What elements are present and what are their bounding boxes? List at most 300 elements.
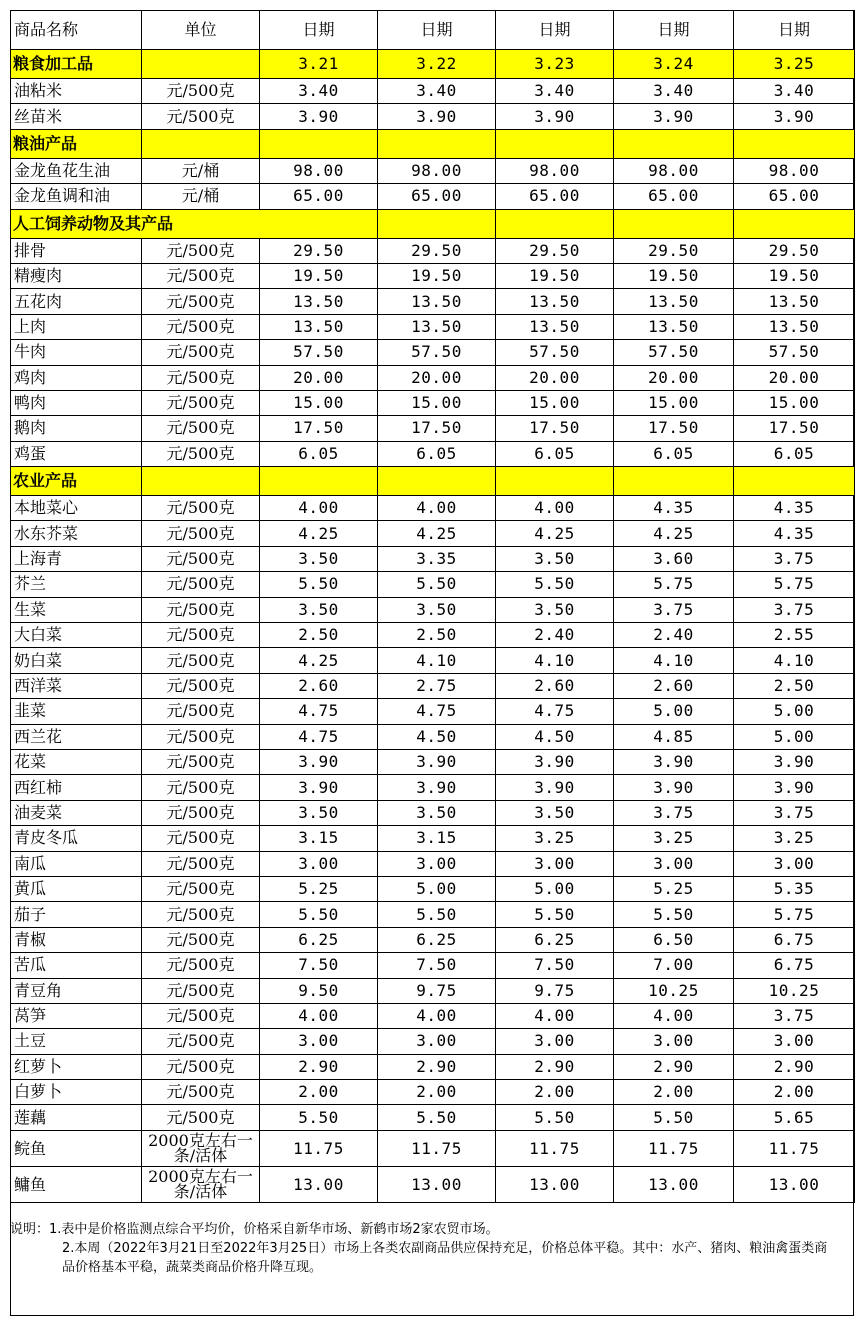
item-name: 莲藕 — [11, 1105, 142, 1130]
item-unit: 元/500克 — [142, 238, 260, 263]
item-price: 5.50 — [260, 902, 378, 927]
table-row — [11, 851, 855, 876]
item-unit: 元/500克 — [142, 902, 260, 927]
item-price: 2.90 — [734, 1054, 855, 1079]
item-price: 5.00 — [734, 699, 855, 724]
header-unit: 单位 — [142, 11, 260, 50]
item-name: 油麦菜 — [11, 800, 142, 825]
item-price: 3.60 — [614, 546, 734, 571]
item-price: 3.90 — [496, 104, 614, 129]
item-unit: 元/500克 — [142, 441, 260, 466]
item-price: 5.50 — [378, 572, 496, 597]
item-name: 苦瓜 — [11, 953, 142, 978]
item-name: 油粘米 — [11, 79, 142, 104]
table-row — [11, 902, 855, 927]
item-price: 6.05 — [260, 441, 378, 466]
table-row — [11, 441, 855, 466]
table-row — [11, 724, 855, 749]
item-price: 3.40 — [378, 79, 496, 104]
item-price: 13.00 — [496, 1166, 614, 1202]
item-price: 65.00 — [260, 184, 378, 209]
item-price: 3.90 — [378, 749, 496, 774]
item-name: 排骨 — [11, 238, 142, 263]
item-price: 3.75 — [614, 597, 734, 622]
item-price: 20.00 — [734, 365, 855, 390]
item-unit: 元/500克 — [142, 572, 260, 597]
item-price: 65.00 — [734, 184, 855, 209]
item-price: 3.40 — [614, 79, 734, 104]
item-unit: 元/500克 — [142, 79, 260, 104]
item-unit-line: 条/活体 — [173, 1182, 228, 1202]
item-price: 4.00 — [496, 1003, 614, 1028]
item-price: 6.05 — [496, 441, 614, 466]
table-row — [11, 775, 855, 800]
item-name: 鸡肉 — [11, 365, 142, 390]
item-price: 3.50 — [496, 800, 614, 825]
item-price: 4.00 — [260, 1003, 378, 1028]
item-price: 15.00 — [378, 390, 496, 415]
item-unit: 元/500克 — [142, 673, 260, 698]
item-price: 3.50 — [496, 597, 614, 622]
item-price: 98.00 — [614, 158, 734, 183]
item-price: 57.50 — [496, 340, 614, 365]
item-price: 3.75 — [734, 1003, 855, 1028]
item-price: 3.75 — [734, 546, 855, 571]
note-line-1: 说明：1.表中是价格监测点综合平均价，价格采自新华市场、新鹤市场2家农贸市场。 — [10, 1222, 499, 1237]
item-price: 17.50 — [378, 416, 496, 441]
item-unit-line: 2000克左右一 — [148, 1131, 253, 1151]
table-row — [11, 496, 855, 521]
category-empty-cell — [142, 129, 260, 158]
item-price: 4.00 — [260, 496, 378, 521]
item-unit: 元/500克 — [142, 699, 260, 724]
table-row — [11, 572, 855, 597]
item-price: 17.50 — [614, 416, 734, 441]
item-price: 15.00 — [734, 390, 855, 415]
item-name: 金龙鱼花生油 — [11, 158, 142, 183]
item-price: 7.50 — [496, 953, 614, 978]
item-name: 红萝卜 — [11, 1054, 142, 1079]
item-price: 2.90 — [614, 1054, 734, 1079]
item-price: 3.75 — [734, 597, 855, 622]
table-row — [11, 184, 855, 209]
item-price: 13.00 — [260, 1166, 378, 1202]
item-price: 5.65 — [734, 1105, 855, 1130]
item-price: 19.50 — [496, 263, 614, 288]
item-price: 3.40 — [734, 79, 855, 104]
table-row — [11, 1130, 855, 1166]
item-price: 11.75 — [260, 1130, 378, 1166]
item-price: 5.00 — [378, 876, 496, 901]
item-price: 17.50 — [496, 416, 614, 441]
item-unit-line: 2000克左右一 — [148, 1167, 253, 1187]
price-table-body — [11, 11, 855, 1203]
item-price: 5.50 — [260, 572, 378, 597]
item-name: 青皮冬瓜 — [11, 826, 142, 851]
item-unit: 元/桶 — [142, 158, 260, 183]
note-line-2: 2.本周（2022年3月21日至2022年3月25日）市场上各类农副商品供应保持充足，价格总体平稳。其中：水产、猪肉、粮油禽蛋类商品价格基本平稳，蔬菜类商品价格升降互现。 — [62, 1241, 828, 1275]
table-row — [11, 104, 855, 129]
item-price: 3.90 — [734, 749, 855, 774]
item-price: 4.35 — [614, 496, 734, 521]
item-price: 2.60 — [614, 673, 734, 698]
item-price: 4.00 — [378, 1003, 496, 1028]
header-date: 日期 — [260, 11, 378, 50]
date-value: 3.23 — [496, 50, 614, 79]
item-price: 5.50 — [496, 1105, 614, 1130]
item-price: 13.50 — [614, 314, 734, 339]
item-price: 20.00 — [378, 365, 496, 390]
item-price: 65.00 — [496, 184, 614, 209]
item-price: 13.50 — [260, 289, 378, 314]
item-unit-line: 条/活体 — [173, 1146, 228, 1166]
table-row — [11, 1054, 855, 1079]
date-value: 3.22 — [378, 50, 496, 79]
item-price: 57.50 — [378, 340, 496, 365]
item-unit: 元/500克 — [142, 416, 260, 441]
item-price: 2.90 — [378, 1054, 496, 1079]
category-title: 人工饲养动物及其产品 — [11, 209, 378, 238]
item-price: 20.00 — [496, 365, 614, 390]
item-price: 15.00 — [260, 390, 378, 415]
item-price: 3.25 — [614, 826, 734, 851]
item-price: 17.50 — [260, 416, 378, 441]
category-empty-cell — [142, 467, 260, 496]
item-price: 13.50 — [734, 314, 855, 339]
item-price: 6.05 — [614, 441, 734, 466]
item-price: 29.50 — [496, 238, 614, 263]
category-row — [11, 467, 855, 496]
category-empty-cell — [734, 129, 855, 158]
header-name: 商品名称 — [11, 11, 142, 50]
category-empty-cell — [496, 129, 614, 158]
item-price: 5.50 — [614, 902, 734, 927]
item-price: 2.50 — [260, 623, 378, 648]
item-price: 4.75 — [260, 724, 378, 749]
item-price: 29.50 — [734, 238, 855, 263]
item-unit: 元/500克 — [142, 390, 260, 415]
item-price: 3.90 — [734, 775, 855, 800]
item-unit: 元/500克 — [142, 876, 260, 901]
item-price: 2.50 — [734, 673, 855, 698]
price-sheet — [10, 10, 854, 1316]
table-row — [11, 238, 855, 263]
item-price: 3.35 — [378, 546, 496, 571]
item-price: 3.90 — [378, 775, 496, 800]
category-empty-cell — [142, 50, 260, 79]
item-price: 11.75 — [378, 1130, 496, 1166]
item-price: 29.50 — [614, 238, 734, 263]
table-row — [11, 1029, 855, 1054]
item-price: 3.40 — [496, 79, 614, 104]
category-row — [11, 209, 855, 238]
item-name: 黄瓜 — [11, 876, 142, 901]
table-row — [11, 263, 855, 288]
item-unit: 元/桶 — [142, 184, 260, 209]
item-price: 98.00 — [378, 158, 496, 183]
item-price: 2.55 — [734, 623, 855, 648]
table-row — [11, 749, 855, 774]
item-price: 13.50 — [378, 314, 496, 339]
item-name: 韭菜 — [11, 699, 142, 724]
item-price: 3.75 — [734, 800, 855, 825]
item-price: 98.00 — [496, 158, 614, 183]
item-unit: 元/500克 — [142, 953, 260, 978]
item-name: 鹅肉 — [11, 416, 142, 441]
item-price: 3.25 — [734, 826, 855, 851]
category-empty-cell — [614, 209, 734, 238]
item-price: 5.00 — [496, 876, 614, 901]
item-price: 3.50 — [260, 800, 378, 825]
item-name: 青椒 — [11, 927, 142, 952]
item-price: 10.25 — [614, 978, 734, 1003]
item-unit: 元/500克 — [142, 314, 260, 339]
item-unit: 元/500克 — [142, 724, 260, 749]
item-name: 上海青 — [11, 546, 142, 571]
header-date: 日期 — [614, 11, 734, 50]
item-price: 4.10 — [734, 648, 855, 673]
table-row — [11, 340, 855, 365]
item-price: 7.50 — [260, 953, 378, 978]
item-name: 花菜 — [11, 749, 142, 774]
item-name: 芥兰 — [11, 572, 142, 597]
item-price: 20.00 — [260, 365, 378, 390]
item-price: 2.00 — [496, 1080, 614, 1105]
item-unit: 元/500克 — [142, 749, 260, 774]
item-name: 鸡蛋 — [11, 441, 142, 466]
item-unit: 元/500克 — [142, 1029, 260, 1054]
item-price: 5.00 — [614, 699, 734, 724]
item-price: 5.25 — [260, 876, 378, 901]
item-name: 本地菜心 — [11, 496, 142, 521]
item-price: 3.50 — [378, 597, 496, 622]
item-price: 13.00 — [614, 1166, 734, 1202]
table-row — [11, 1003, 855, 1028]
item-price: 5.50 — [496, 902, 614, 927]
item-price: 4.35 — [734, 521, 855, 546]
item-price: 9.75 — [378, 978, 496, 1003]
header-date: 日期 — [378, 11, 496, 50]
item-name: 水东芥菜 — [11, 521, 142, 546]
item-price: 5.50 — [378, 1105, 496, 1130]
item-unit: 元/500克 — [142, 1054, 260, 1079]
item-name: 金龙鱼调和油 — [11, 184, 142, 209]
item-unit: 元/500克 — [142, 775, 260, 800]
category-empty-cell — [496, 467, 614, 496]
item-price: 4.00 — [496, 496, 614, 521]
item-price: 4.00 — [614, 1003, 734, 1028]
item-price: 3.15 — [260, 826, 378, 851]
item-price: 10.25 — [734, 978, 855, 1003]
item-name: 精瘦肉 — [11, 263, 142, 288]
item-unit: 元/500克 — [142, 289, 260, 314]
item-price: 2.75 — [378, 673, 496, 698]
item-price: 2.00 — [734, 1080, 855, 1105]
item-price: 3.90 — [614, 749, 734, 774]
item-price: 3.00 — [614, 1029, 734, 1054]
item-name: 西洋菜 — [11, 673, 142, 698]
category-empty-cell — [614, 467, 734, 496]
item-unit: 元/500克 — [142, 851, 260, 876]
item-price: 6.25 — [378, 927, 496, 952]
item-price: 13.50 — [614, 289, 734, 314]
item-price: 13.00 — [378, 1166, 496, 1202]
item-price: 3.00 — [378, 851, 496, 876]
table-row — [11, 673, 855, 698]
item-unit: 元/500克 — [142, 546, 260, 571]
item-unit: 元/500克 — [142, 104, 260, 129]
item-price: 3.00 — [260, 1029, 378, 1054]
item-price: 17.50 — [734, 416, 855, 441]
table-row — [11, 648, 855, 673]
item-price: 19.50 — [734, 263, 855, 288]
item-name: 五花肉 — [11, 289, 142, 314]
category-title: 粮油产品 — [11, 129, 142, 158]
item-price: 3.00 — [378, 1029, 496, 1054]
item-price: 4.50 — [378, 724, 496, 749]
date-value: 3.24 — [614, 50, 734, 79]
item-price: 3.90 — [496, 775, 614, 800]
item-unit: 元/500克 — [142, 365, 260, 390]
item-price: 2.00 — [614, 1080, 734, 1105]
item-price: 98.00 — [734, 158, 855, 183]
table-row — [11, 876, 855, 901]
category-empty-cell — [378, 129, 496, 158]
item-price: 13.50 — [260, 314, 378, 339]
item-price: 3.90 — [614, 104, 734, 129]
item-price: 29.50 — [260, 238, 378, 263]
category-empty-cell — [260, 129, 378, 158]
item-price: 13.50 — [496, 289, 614, 314]
item-unit: 元/500克 — [142, 648, 260, 673]
item-price: 5.50 — [260, 1105, 378, 1130]
item-price: 11.75 — [496, 1130, 614, 1166]
item-price: 57.50 — [260, 340, 378, 365]
item-name: 上肉 — [11, 314, 142, 339]
item-price: 98.00 — [260, 158, 378, 183]
item-price: 2.60 — [496, 673, 614, 698]
item-price: 29.50 — [378, 238, 496, 263]
item-unit: 元/500克 — [142, 263, 260, 288]
date-value: 3.21 — [260, 50, 378, 79]
item-unit: 元/500克 — [142, 521, 260, 546]
item-price: 4.50 — [496, 724, 614, 749]
item-price: 5.00 — [734, 724, 855, 749]
item-price: 5.75 — [734, 572, 855, 597]
item-price: 3.90 — [260, 104, 378, 129]
item-price: 6.75 — [734, 927, 855, 952]
item-price: 5.50 — [614, 1105, 734, 1130]
item-price: 4.25 — [378, 521, 496, 546]
item-unit: 元/500克 — [142, 1080, 260, 1105]
item-price: 9.75 — [496, 978, 614, 1003]
table-row — [11, 800, 855, 825]
date-value: 3.25 — [734, 50, 855, 79]
item-price: 11.75 — [734, 1130, 855, 1166]
item-price: 15.00 — [496, 390, 614, 415]
item-price: 3.75 — [614, 800, 734, 825]
item-price: 3.00 — [496, 851, 614, 876]
item-price: 4.25 — [614, 521, 734, 546]
category-empty-cell — [614, 129, 734, 158]
item-unit: 元/500克 — [142, 1003, 260, 1028]
item-price: 3.50 — [260, 546, 378, 571]
item-price: 4.75 — [260, 699, 378, 724]
table-row — [11, 1166, 855, 1202]
item-price: 2.60 — [260, 673, 378, 698]
item-price: 7.00 — [614, 953, 734, 978]
table-row — [11, 365, 855, 390]
item-price: 4.25 — [260, 521, 378, 546]
item-unit: 元/500克 — [142, 1105, 260, 1130]
item-price: 4.75 — [378, 699, 496, 724]
item-price: 11.75 — [614, 1130, 734, 1166]
item-price: 2.40 — [614, 623, 734, 648]
category-empty-cell — [496, 209, 614, 238]
header-date: 日期 — [734, 11, 855, 50]
item-name: 牛肉 — [11, 340, 142, 365]
item-price: 3.00 — [614, 851, 734, 876]
item-price: 4.75 — [496, 699, 614, 724]
table-row — [11, 927, 855, 952]
item-name: 茄子 — [11, 902, 142, 927]
item-price: 19.50 — [378, 263, 496, 288]
item-name: 莴笋 — [11, 1003, 142, 1028]
item-price: 13.50 — [378, 289, 496, 314]
table-row — [11, 314, 855, 339]
item-price: 5.35 — [734, 876, 855, 901]
category-empty-cell — [734, 209, 855, 238]
item-price: 3.25 — [496, 826, 614, 851]
item-unit: 元/500克 — [142, 623, 260, 648]
item-name: 大白菜 — [11, 623, 142, 648]
item-price: 2.00 — [378, 1080, 496, 1105]
table-row — [11, 623, 855, 648]
category-empty-cell — [378, 467, 496, 496]
item-name: 西红柿 — [11, 775, 142, 800]
item-price: 3.00 — [496, 1029, 614, 1054]
item-price: 65.00 — [614, 184, 734, 209]
item-unit — [142, 1166, 260, 1202]
item-price: 5.50 — [496, 572, 614, 597]
item-price: 3.90 — [496, 749, 614, 774]
table-row — [11, 546, 855, 571]
item-price: 6.05 — [378, 441, 496, 466]
item-price: 2.00 — [260, 1080, 378, 1105]
item-price: 5.25 — [614, 876, 734, 901]
item-price: 3.40 — [260, 79, 378, 104]
item-price: 3.90 — [614, 775, 734, 800]
item-unit — [142, 1130, 260, 1166]
item-name: 丝苗米 — [11, 104, 142, 129]
item-price: 6.25 — [496, 927, 614, 952]
item-price: 5.75 — [614, 572, 734, 597]
item-name: 青豆角 — [11, 978, 142, 1003]
category-row — [11, 129, 855, 158]
table-row — [11, 597, 855, 622]
item-price: 7.50 — [378, 953, 496, 978]
item-unit: 元/500克 — [142, 927, 260, 952]
item-name: 南瓜 — [11, 851, 142, 876]
item-price: 3.50 — [260, 597, 378, 622]
item-unit: 元/500克 — [142, 826, 260, 851]
item-price: 3.00 — [260, 851, 378, 876]
item-name: 鳙鱼 — [11, 1166, 142, 1202]
item-price: 2.90 — [496, 1054, 614, 1079]
item-price: 4.10 — [614, 648, 734, 673]
item-price: 6.25 — [260, 927, 378, 952]
header-row — [11, 11, 855, 50]
